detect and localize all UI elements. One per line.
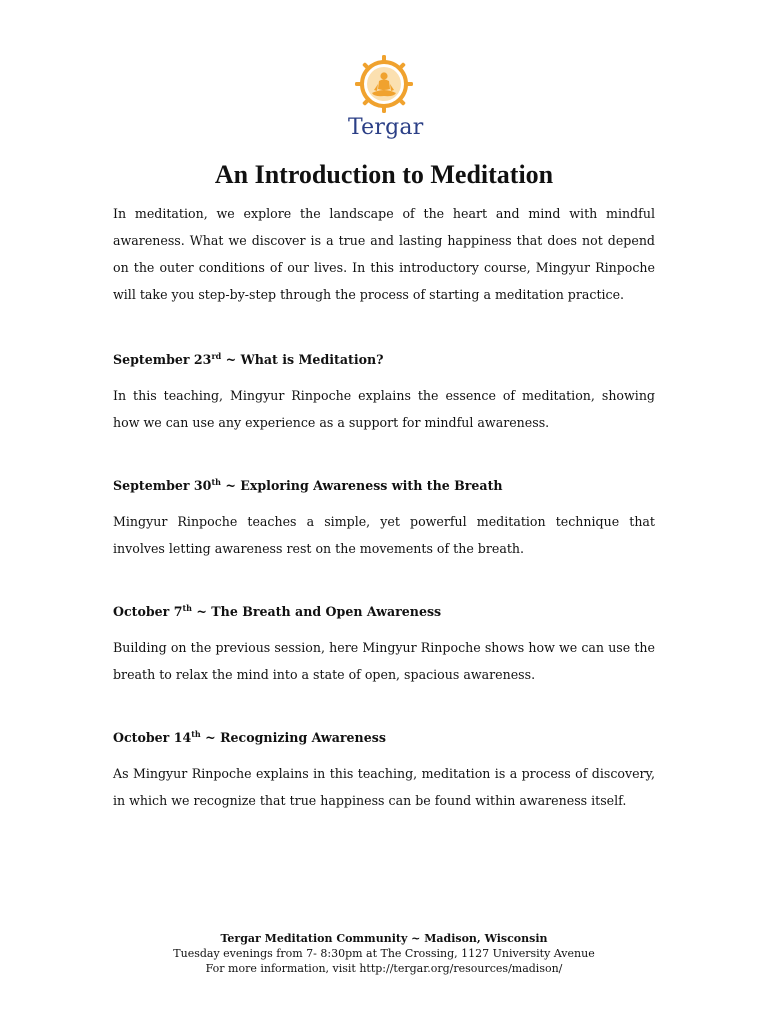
session-description: Building on the previous session, here Mingyur Rinpoche shows how we can use the breath to relax the mind into a state of open, spacious awareness. (113, 640, 655, 682)
session-heading (113, 724, 655, 751)
session-title: ~ The Breath and Open Awareness (191, 604, 442, 619)
session-heading (113, 598, 655, 625)
footer-info-link: For more information, visit http://tergar.org/resources/madison/ (205, 962, 563, 975)
session-title: ~ Recognizing Awareness (200, 730, 386, 745)
session-3 (113, 598, 655, 688)
footer (0, 931, 768, 976)
date-suffix: th (182, 602, 192, 613)
document-title: An Introduction to Meditation (214, 160, 554, 189)
session-title: ~ What is Meditation? (221, 352, 384, 367)
tergar-logo (348, 54, 424, 140)
document-body (113, 200, 655, 850)
session-date: September 30 (113, 478, 212, 493)
logo-wordmark: Tergar (348, 115, 424, 140)
date-suffix: th (211, 476, 221, 487)
session-title: ~ Exploring Awareness with the Breath (220, 478, 503, 493)
session-1 (113, 346, 655, 436)
session-description: Mingyur Rinpoche teaches a simple, yet powerful meditation technique that involves letting awareness rest on the movements of the breath. (113, 514, 655, 556)
session-4 (113, 724, 655, 814)
session-2 (113, 472, 655, 562)
date-suffix: rd (211, 350, 222, 361)
session-heading (113, 472, 655, 499)
session-date: October 14 (113, 730, 192, 745)
intro-paragraph: In meditation, we explore the landscape of the heart and mind with mindful awareness. What we discover is a true and lasting happiness that does not depend on the outer conditions of our lives. In this introductory course, Mingyur Rinpoche will take you step-by-step through the process of starting a meditation practice. (113, 206, 655, 302)
date-suffix: th (191, 728, 201, 739)
session-date: September 23 (113, 352, 212, 367)
footer-schedule: Tuesday evenings from 7- 8:30pm at The Crossing, 1127 University Avenue (173, 947, 595, 960)
session-heading (113, 346, 655, 373)
session-date: October 7 (113, 604, 183, 619)
session-description: As Mingyur Rinpoche explains in this teaching, meditation is a process of discovery, in which we recognize that true happiness can be found within awareness itself. (113, 766, 655, 808)
dharma-wheel-meditator-icon (354, 54, 414, 114)
footer-organization: Tergar Meditation Community ~ Madison, Wisconsin (220, 932, 548, 945)
session-description: In this teaching, Mingyur Rinpoche explains the essence of meditation, showing how we can use any experience as a support for mindful awareness. (113, 388, 655, 430)
